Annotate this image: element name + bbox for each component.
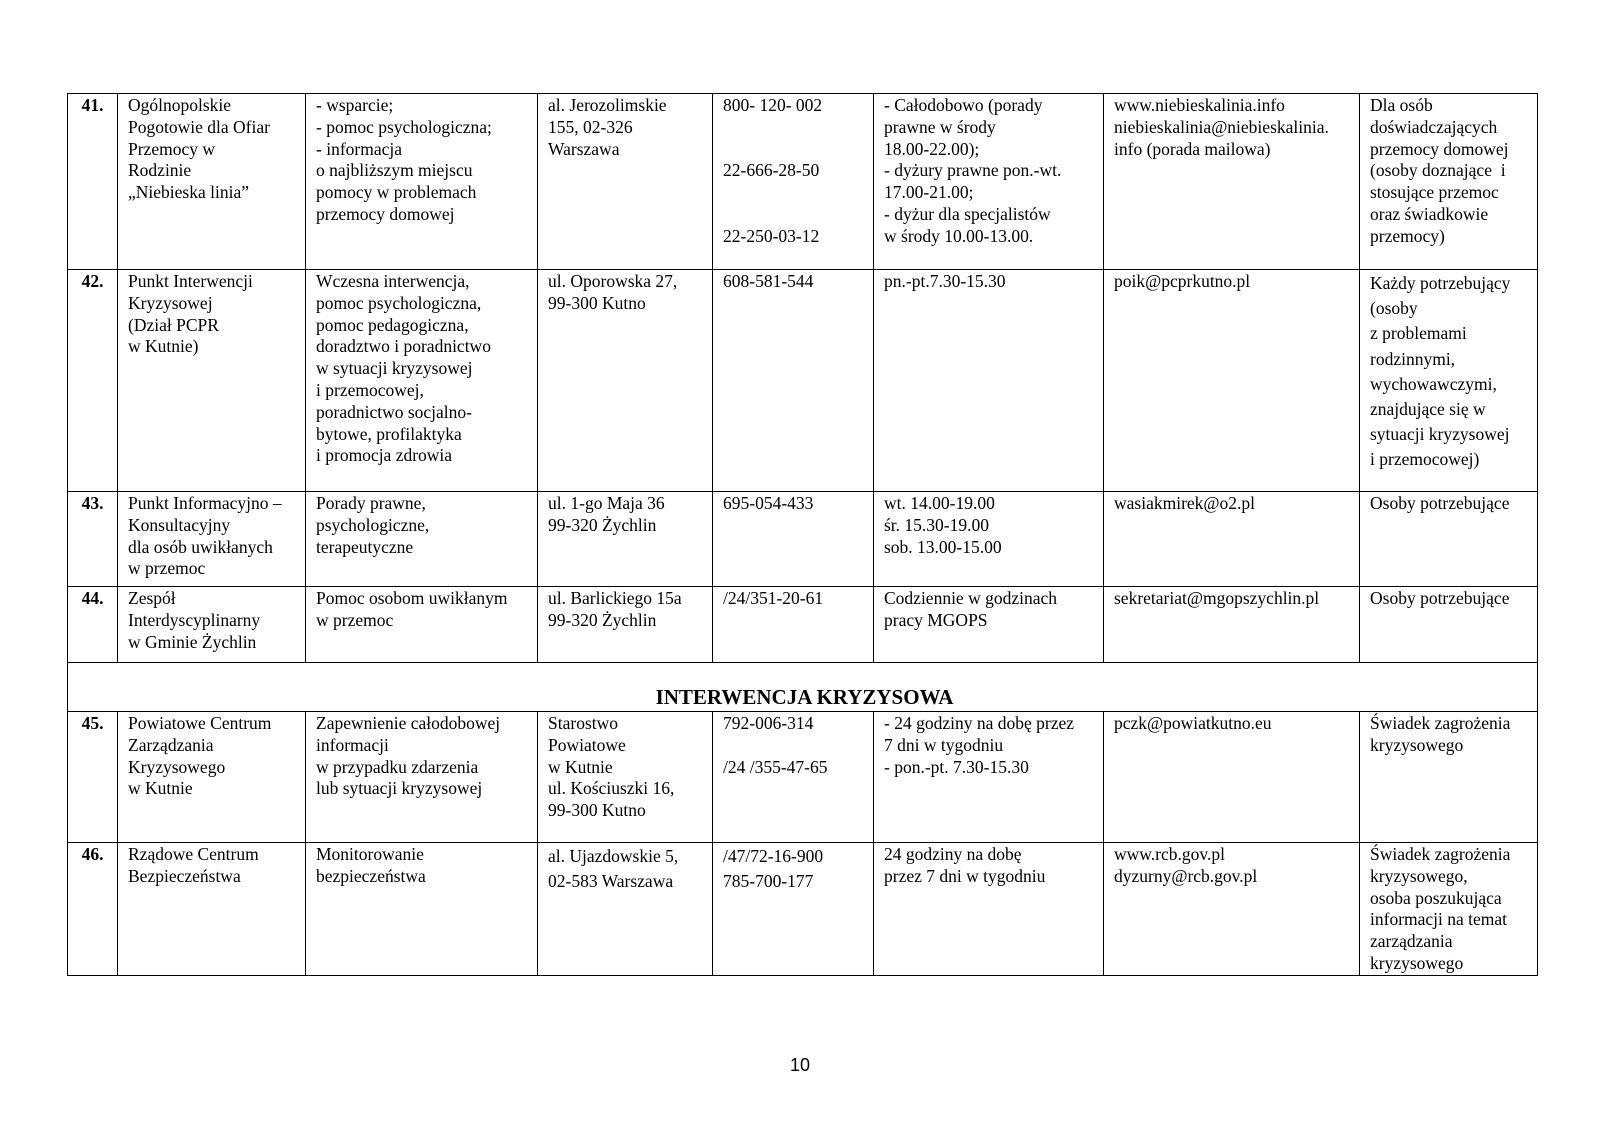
email-link[interactable]: poik@pcprkutno.pl: [1114, 271, 1251, 291]
phone-cell: 800- 120- 002 22-666-28-50 22-250-03-12: [713, 94, 874, 270]
contact-cell: [1104, 492, 1360, 587]
target-group-cell: Dla osób doświadczających przemocy domowej (osoby doznające i stosujące przemoc oraz świadkowie przemocy): [1360, 94, 1538, 270]
section-row: [68, 663, 1538, 712]
row-number: 42.: [68, 270, 118, 492]
target-group-cell: Osoby potrzebujące: [1360, 492, 1538, 587]
row-number: 46.: [68, 843, 118, 976]
section-title: INTERWENCJA KRYZYSOWA: [68, 663, 1538, 712]
institution-name: Punkt Informacyjno – Konsultacyjny dla osób uwikłanych w przemoc: [118, 492, 306, 587]
institution-name: Zespół Interdyscyplinarny w Gminie Żychlin: [118, 587, 306, 663]
table-row: [68, 587, 1538, 663]
row-number: 41.: [68, 94, 118, 270]
target-group-cell: Świadek zagrożenia kryzysowego, osoba poszukująca informacji na temat zarządzania kryzysowego: [1360, 843, 1538, 976]
address-cell: ul. Oporowska 27, 99-300 Kutno: [538, 270, 713, 492]
row-number: 43.: [68, 492, 118, 587]
target-group-cell: Świadek zagrożenia kryzysowego: [1360, 712, 1538, 843]
services-cell: - wsparcie; - pomoc psychologiczna; - informacja o najbliższym miejscu pomocy w problemach przemocy domowej: [306, 94, 538, 270]
address-cell: al. Jerozolimskie 155, 02-326 Warszawa: [538, 94, 713, 270]
table-row: [68, 94, 1538, 270]
address-cell: ul. Barlickiego 15a 99-320 Żychlin: [538, 587, 713, 663]
services-table: [67, 93, 1538, 976]
row-number: 44.: [68, 587, 118, 663]
table-row: [68, 270, 1538, 492]
institution-name: Powiatowe Centrum Zarządzania Kryzysowego w Kutnie: [118, 712, 306, 843]
hours-cell: Codziennie w godzinach pracy MGOPS: [874, 587, 1104, 663]
table-row: [68, 712, 1538, 843]
table-row: [68, 492, 1538, 587]
phone-cell: 695-054-433: [713, 492, 874, 587]
address-cell: Starostwo Powiatowe w Kutnie ul. Kościuszki 16, 99-300 Kutno: [538, 712, 713, 843]
website-link[interactable]: www.niebieskalinia.info: [1114, 95, 1285, 115]
services-cell: Zapewnienie całodobowej informacji w przypadku zdarzenia lub sytuacji kryzysowej: [306, 712, 538, 843]
email-link[interactable]: dyzurny@rcb.gov.pl: [1114, 865, 1258, 886]
institution-name: Ogólnopolskie Pogotowie dla Ofiar Przemocy w Rodzinie „Niebieska linia”: [118, 94, 306, 270]
services-cell: Wczesna interwencja, pomoc psychologiczna, pomoc pedagogiczna, doradztwo i poradnictwo w sytuacji kryzysowej i przemocowej, poradnictwo socjalno- bytowe, profilaktyka i promocja zdrowia: [306, 270, 538, 492]
contact-cell: [1104, 843, 1360, 976]
hours-cell: - Całodobowo (porady prawne w środy 18.00-22.00); - dyżury prawne pon.-wt. 17.00-21.00; - dyżur dla specjalistów w środy 10.00-13.00.: [874, 94, 1104, 270]
email-link[interactable]: pczk@powiatkutno.eu: [1114, 713, 1272, 733]
email-link[interactable]: niebieskalinia@niebieskalinia.: [1114, 116, 1329, 137]
hours-cell: pn.-pt.7.30-15.30: [874, 270, 1104, 492]
phone-cell: /24/351-20-61: [713, 587, 874, 663]
services-cell: Porady prawne, psychologiczne, terapeutyczne: [306, 492, 538, 587]
address-cell: al. Ujazdowskie 5, 02-583 Warszawa: [538, 843, 713, 976]
phone-cell: /47/72-16-900 785-700-177: [713, 843, 874, 976]
hours-cell: - 24 godziny na dobę przez 7 dni w tygodniu - pon.-pt. 7.30-15.30: [874, 712, 1104, 843]
row-number: 45.: [68, 712, 118, 843]
table-row: [68, 843, 1538, 976]
phone-cell: 792-006-314 /24 /355-47-65: [713, 712, 874, 843]
contact-cell: [1104, 587, 1360, 663]
phone-cell: 608-581-544: [713, 270, 874, 492]
services-cell: Monitorowanie bezpieczeństwa: [306, 843, 538, 976]
email-link[interactable]: wasiakmirek@o2.pl: [1114, 493, 1256, 513]
address-cell: ul. 1-go Maja 36 99-320 Żychlin: [538, 492, 713, 587]
page-number: 10: [789, 1055, 811, 1075]
target-group-cell: Osoby potrzebujące: [1360, 587, 1538, 663]
services-cell: Pomoc osobom uwikłanym w przemoc: [306, 587, 538, 663]
contact-cell: [1104, 270, 1360, 492]
website-link[interactable]: www.rcb.gov.pl: [1114, 844, 1225, 864]
institution-name: Punkt Interwencji Kryzysowej (Dział PCPR w Kutnie): [118, 270, 306, 492]
institution-name: Rządowe Centrum Bezpieczeństwa: [118, 843, 306, 976]
hours-cell: wt. 14.00-19.00 śr. 15.30-19.00 sob. 13.00-15.00: [874, 492, 1104, 587]
target-group-cell: Każdy potrzebujący (osoby z problemami rodzinnymi, wychowawczymi, znajdujące się w sytuacji kryzysowej i przemocowej): [1360, 270, 1538, 492]
contact-cell: [1104, 712, 1360, 843]
hours-cell: 24 godziny na dobę przez 7 dni w tygodniu: [874, 843, 1104, 976]
email-link[interactable]: sekretariat@mgopszychlin.pl: [1114, 588, 1320, 608]
contact-cell: www.niebieskalinia.info niebieskalinia@niebieskalinia. info (porada mailowa): [1104, 94, 1360, 270]
